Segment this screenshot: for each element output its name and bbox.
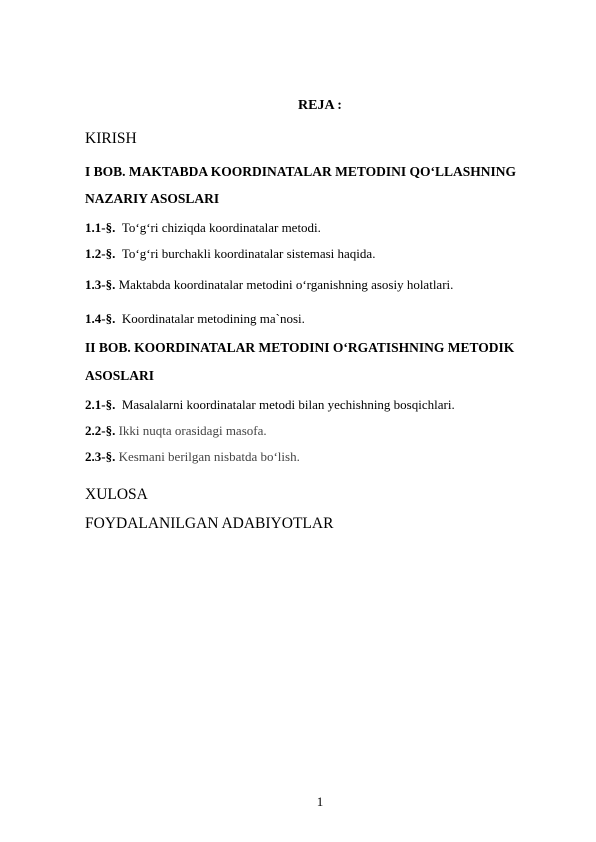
section-number: 1.2-§.	[85, 246, 116, 261]
page-title: REJA :	[298, 98, 342, 113]
chapter-1-heading-line-1: I BOB. MAKTABDA KOORDINATALAR METODINI QO‘LLASHNING	[85, 164, 517, 179]
section-number: 2.2-§.	[85, 423, 116, 438]
section-2-3	[85, 450, 300, 463]
section-number: 2.1-§.	[85, 397, 116, 412]
section-number: 2.3-§.	[85, 449, 116, 464]
section-title: Maktabda koordinatalar metodini o‘rganishning asosiy holatlari.	[118, 277, 454, 292]
section-title: Koordinatalar metodining ma`nosi.	[121, 311, 305, 326]
intro-heading: KIRISH	[85, 130, 137, 147]
section-number: 1.1-§.	[85, 220, 116, 235]
section-number: 1.4-§.	[85, 311, 116, 326]
section-number: 1.3-§.	[85, 277, 116, 292]
conclusion-heading: XULOSA	[85, 486, 148, 503]
section-1-2	[85, 247, 375, 260]
section-1-3	[85, 278, 453, 291]
chapter-1-heading-line-2: NAZARIY ASOSLARI	[85, 191, 220, 206]
section-title: Kesmani berilgan nisbatda bo‘lish.	[118, 449, 300, 464]
section-1-4	[85, 312, 305, 325]
page-number: 1	[316, 794, 324, 809]
section-1-1	[85, 221, 321, 234]
section-title: Masalalarni koordinatalar metodi bilan yechishning bosqichlari.	[121, 397, 455, 412]
chapter-2-heading-line-2: ASOSLARI	[85, 368, 155, 383]
section-2-2	[85, 424, 267, 437]
section-2-1	[85, 398, 455, 411]
section-title: To‘g‘ri burchakli koordinatalar sistemasi haqida.	[121, 246, 376, 261]
chapter-2-heading-line-1: II BOB. KOORDINATALAR METODINI O‘RGATISHNING METODIK	[85, 340, 515, 355]
section-title: To‘g‘ri chiziqda koordinatalar metodi.	[121, 220, 321, 235]
references-heading: FOYDALANILGAN ADABIYOTLAR	[85, 515, 334, 532]
section-title: Ikki nuqta orasidagi masofa.	[118, 423, 267, 438]
